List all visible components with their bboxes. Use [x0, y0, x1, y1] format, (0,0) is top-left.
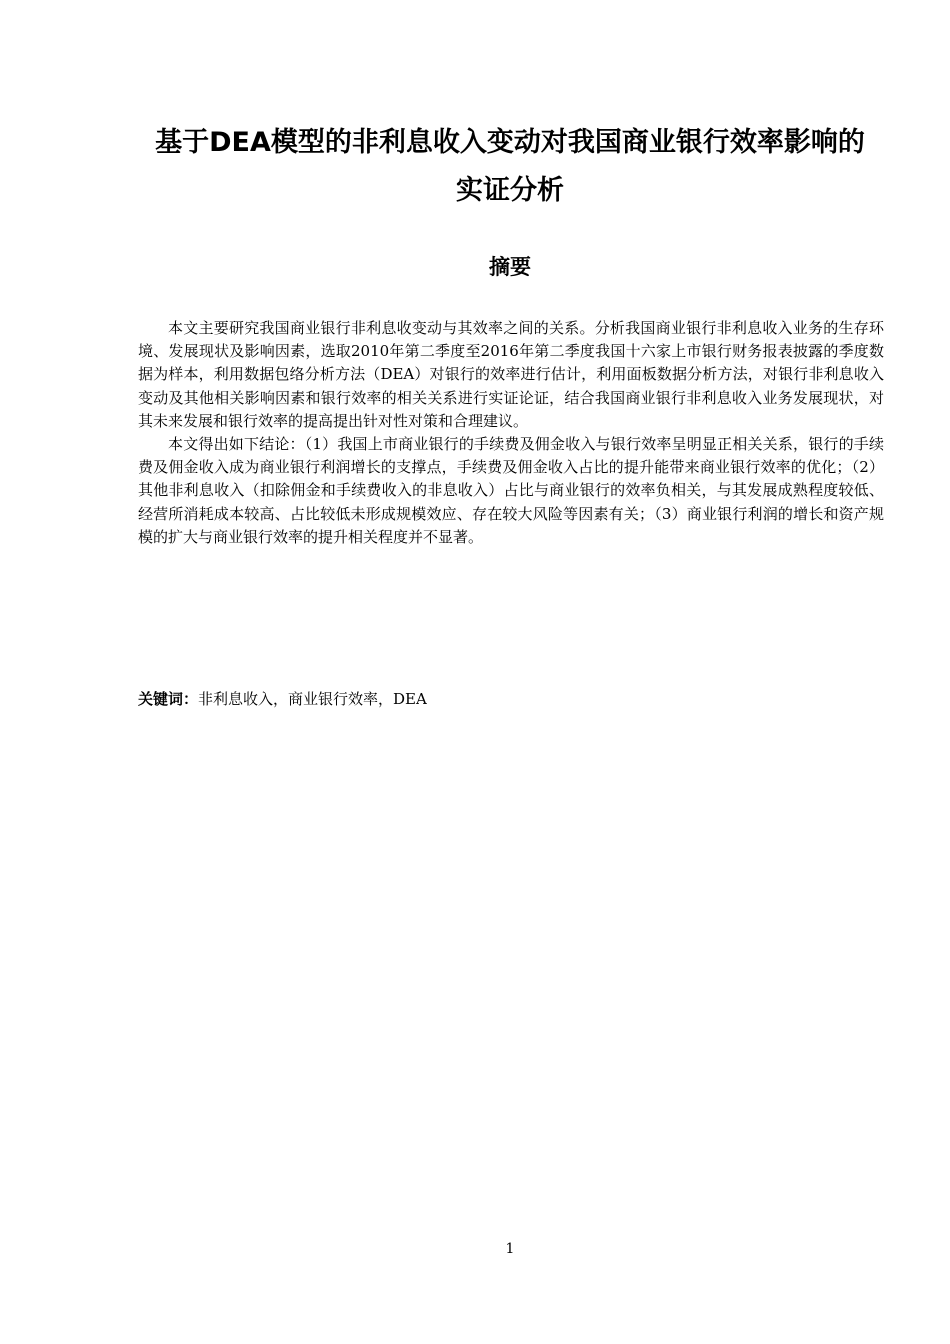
abstract-paragraph-2: 本文得出如下结论：（1）我国上市商业银行的手续费及佣金收入与银行效率呈明显正相关关系，银行的手续费及佣金收入成为商业银行利润增长的支撑点，手续费及佣金收入占比的提升能带来商业银行效率的优化；（2）其他非利息收入（扣除佣金和手续费收入的非息收入）占比与商业银行的效率负相关，与其发展成熟程度较低、经营所消耗成本较高、占比较低未形成规模效应、存在较大风险等因素有关；（3）商业银行利润的增长和资产规模的扩大与商业银行效率的提升相关程度并不显著。: [138, 435, 884, 546]
document-title-line-1: 基于DEA模型的非利息收入变动对我国商业银行效率影响的: [155, 127, 865, 158]
abstract-paragraph-1: 本文主要研究我国商业银行非利息收变动与其效率之间的关系。分析我国商业银行非利息收入业务的生存环境、发展现状及影响因素，选取2010年第二季度至2016年第二季度我国十六家上市银行财务报表披露的季度数据为样本，利用数据包络分析方法（DEA）对银行的效率进行估计，利用面板数据分析方法，对银行非利息收入变动及其他相关影响因素和银行效率的相关关系进行实证论证，结合我国商业银行非利息收入业务发展现状，对其未来发展和银行效率的提高提出针对性对策和合理建议。: [138, 319, 884, 430]
document-title-line-2: 实证分析: [456, 175, 564, 206]
keywords-label: 关键词：: [138, 690, 199, 708]
keywords-line: [138, 688, 427, 710]
page-number: 1: [505, 1241, 515, 1257]
keywords-text: 非利息收入，商业银行效率，DEA: [198, 690, 427, 708]
abstract-body: [138, 317, 884, 549]
abstract-heading: 摘要: [489, 255, 531, 279]
